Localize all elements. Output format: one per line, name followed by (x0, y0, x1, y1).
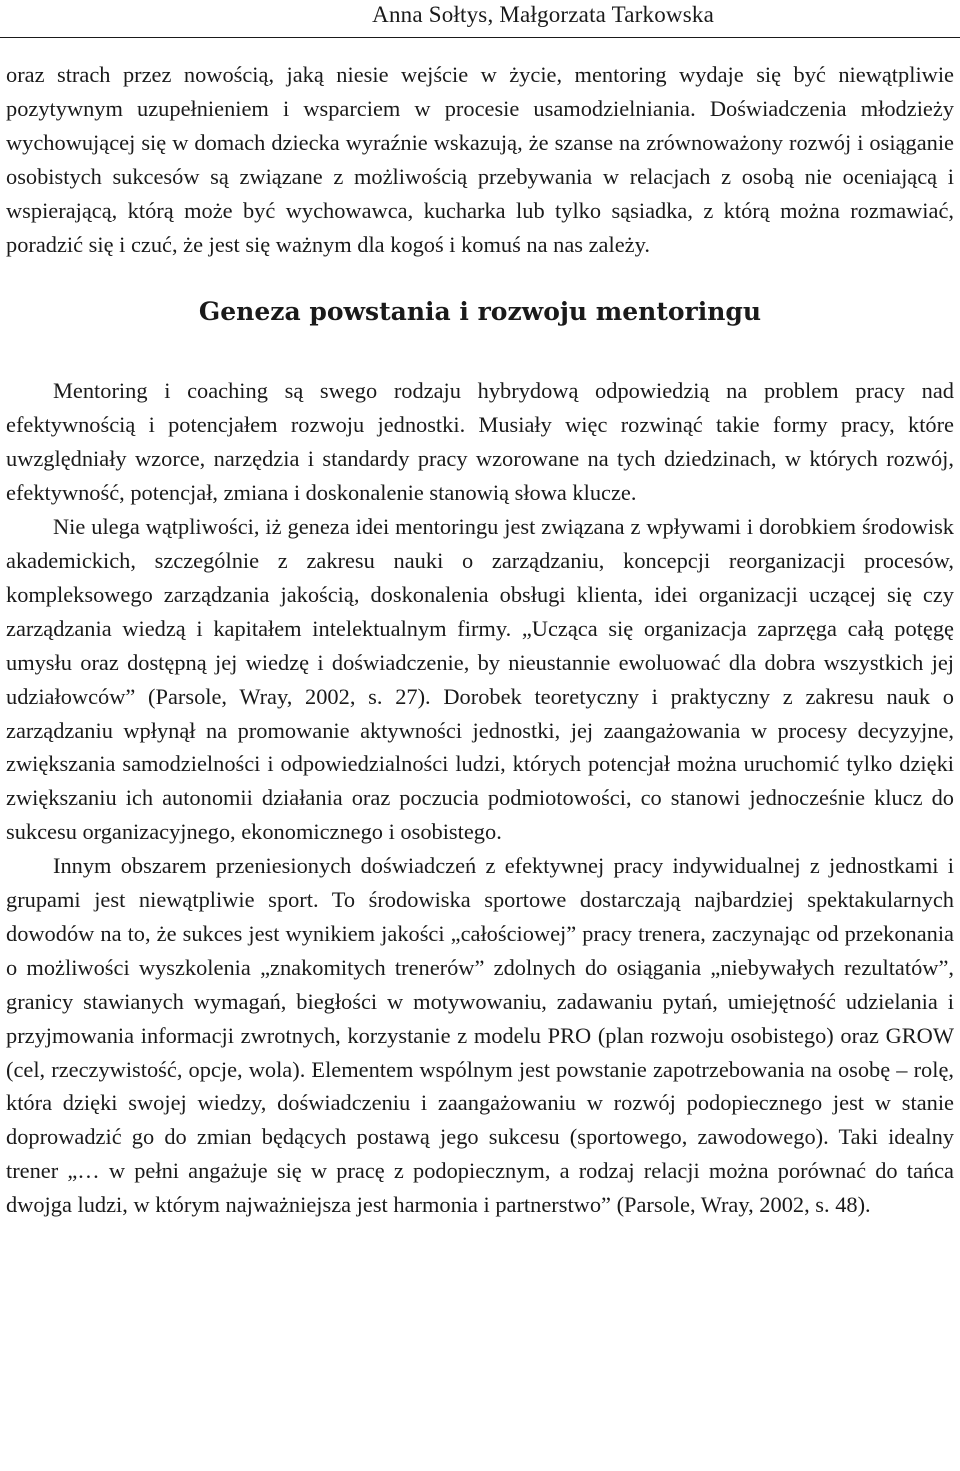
body-paragraph: Mentoring i coaching są swego rodzaju hybrydową odpowiedzią na problem pracy nad efektywnością i potencjałem rozwoju jednostki. Musiały więc rozwinąć takie formy pracy, które uwzględniały wzorce, narzędzia i standardy pracy wzorowane na tych dziedzinach, w których rozwój, efektywność, potencjał, zmiana i doskonalenie stanowią słowa klucze. (6, 378, 954, 506)
header-divider (0, 37, 960, 38)
page-body (6, 58, 954, 1222)
body-paragraph: Nie ulega wątpliwości, iż geneza idei mentoringu jest związana z wpływami i dorobkiem środowisk akademickich, szczególnie z zakresu nauki o zarządzaniu, koncepcji reorganizacji procesów, kompleksowego zarządzania jakością, doskonalenia obsługi klienta, idei organizacji uczącej się czy zarządzania wiedzą i kapitałem intelektualnym firmy. „Ucząca się organizacja zaprzęga całą potęgę umysłu oraz dostępną jej wiedzę i doświadczenie, by nieustannie ewoluować dla dobra wszystkich jej udziałowców” (Parsole, Wray, 2002, s. 27). Dorobek teoretyczny i praktyczny z zakresu nauk o zarządzaniu wpłynął na promowanie aktywności jednostki, jej zaangażowania w procesy decyzyjne, zwiększania samodzielności i odpowiedzialności ludzi, których potencjał można uruchomić tylko dzięki zwiększaniu ich autonomii działania oraz poczucia podmiotowości, co stanowi jednocześnie klucz do sukcesu organizacyjnego, ekonomicznego i osobistego. (6, 514, 954, 845)
section-heading: Geneza powstania i rozwoju mentoringu (198, 297, 762, 327)
body-paragraph: oraz strach przez nowością, jaką niesie wejście w życie, mentoring wydaje się być niewątpliwie pozytywnym uzupełnieniem i wsparciem w procesie usamodzielniania. Doświadczenia młodzieży wychowującej się w domach dziecka wyraźnie wskazują, że szanse na zrównoważony rozwój i osiąganie osobistych sukcesów są związane z możliwością przebywania w relacjach z osobą nie oceniającą i wspierającą, którą może być wychowawca, kucharka lub tylko sąsiadka, z którą można rozmawiać, poradzić się i czuć, że jest się ważnym dla kogoś i komuś na nas zależy. (6, 62, 954, 257)
body-paragraph: Innym obszarem przeniesionych doświadczeń z efektywnej pracy indywidualnej z jednostkami i grupami jest niewątpliwie sport. To środowiska sportowe dostarczają najbardziej spektakularnych dowodów na to, że sukces jest wynikiem jakości „całościowej” pracy trenera, zaczynając od przekonania o możliwości wyszkolenia „znakomitych trenerów” zdolnych do osiągania „niebywałych rezultatów”, granicy stawianych wymagań, biegłości w motywowaniu, zadawaniu pytań, umiejętność udzielania i przyjmowania informacji zwrotnych, korzystanie z modelu PRO (plan rozwoju osobistego) oraz GROW (cel, rzeczywistość, opcje, wola). Elementem wspólnym jest powstanie zapotrzebowania na osobę – rolę, która dzięki swojej wiedzy, doświadczeniu i zaangażowaniu w rozwój podopiecznego jest w stanie doprowadzić go do zmian będących postawą jego sukcesu (sportowego, zawodowego). Taki idealny trener „… w pełni angażuje się w pracę z podopiecznym, a rodzaj relacji można porównać do tańca dwojga ludzi, w którym najważniejsza jest harmonia i partnerstwo” (Parsole, Wray, 2002, s. 48). (6, 853, 954, 1218)
running-header: Anna Sołtys, Małgorzata Tarkowska (372, 2, 714, 27)
